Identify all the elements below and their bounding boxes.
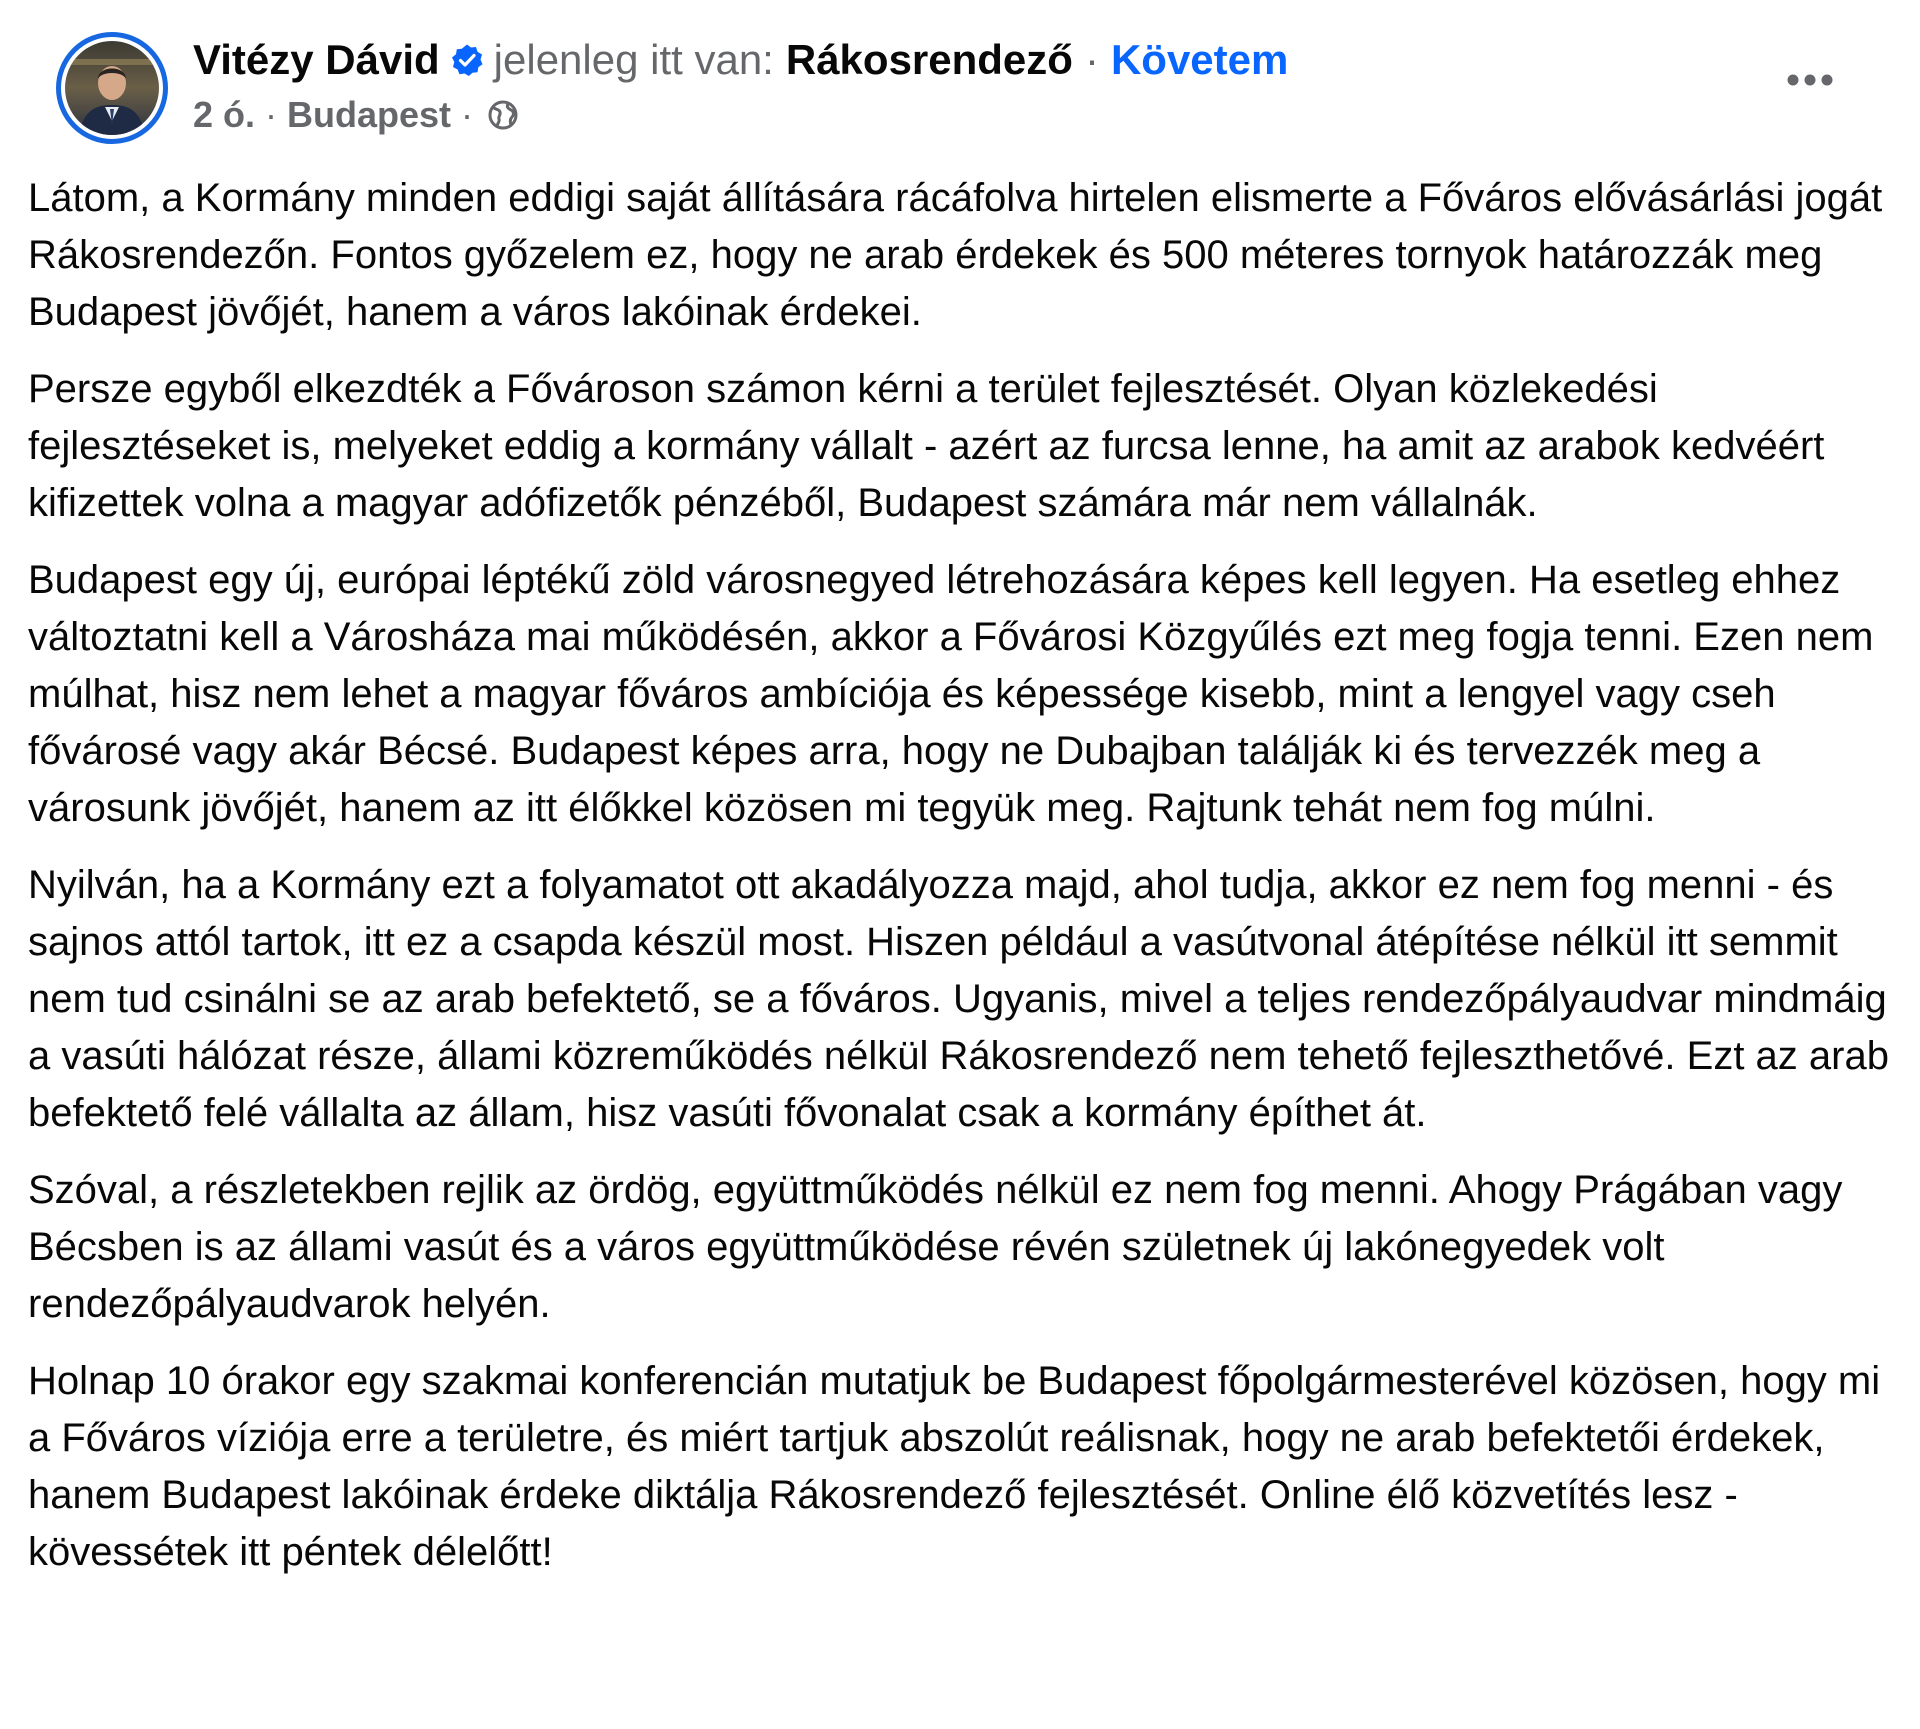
post-header xyxy=(28,0,1892,160)
author-name[interactable]: Vitézy Dávid xyxy=(193,36,440,83)
post-place[interactable]: Budapest xyxy=(287,94,452,135)
header-line-two xyxy=(193,92,1288,138)
checkin-text: jelenleg itt van: xyxy=(493,36,774,83)
post-body xyxy=(28,170,1908,1601)
post-header-text xyxy=(193,34,1288,138)
post-paragraph: Nyilván, ha a Kormány ezt a folyamatot ott akadályozza majd, ahol tudja, akkor ez nem fog menni - és sajnos attól tartok, itt ez a csapda készül most. Hiszen például a vasútvonal átépítése nélkül itt semmit nem tud csinálni se az arab befektető, se a főváros. Ugyanis, mivel a teljes rendezőpályaudvar mindmáig a vasúti hálózat része, állami közreműködés nélkül Rákosrendező nem tehető fejleszthetővé. Ezt az arab befektető felé vállalta az állam, hisz vasúti fővonalat csak a kormány építhet át. xyxy=(28,863,1889,1135)
header-line-one xyxy=(193,34,1288,86)
separator-dot: · xyxy=(461,94,474,135)
post-time[interactable]: 2 ó. xyxy=(193,94,256,135)
more-options-button[interactable] xyxy=(1780,60,1840,100)
globe-icon[interactable] xyxy=(487,99,519,131)
avatar-photo xyxy=(65,41,159,135)
post-paragraph: Szóval, a részletekben rejlik az ördög, együttműködés nélkül ez nem fog menni. Ahogy Prágában vagy Bécsben is az állami vasút és a város együttműködése révén születnek új lakónegyedek volt rendezőpályaudvarok helyén. xyxy=(28,1168,1843,1326)
location-link[interactable]: Rákosrendező xyxy=(785,36,1073,83)
avatar[interactable] xyxy=(56,32,168,144)
more-options-icon xyxy=(1785,73,1835,87)
separator-dot: · xyxy=(265,94,278,135)
post-paragraph: Budapest egy új, európai léptékű zöld városnegyed létrehozására képes kell legyen. Ha esetleg ehhez változtatni kell a Városháza mai működésén, akkor a Fővárosi Közgyűlés ezt meg fogja tenni. Ezen nem múlhat, hisz nem lehet a magyar főváros ambíciója és képessége kisebb, mint a lengyel vagy cseh fővárosé vagy akár Bécsé. Budapest képes arra, hogy ne Dubajban találják ki és tervezzék meg a városunk jövőjét, hanem az itt élőkkel közösen mi tegyük meg. Rajtunk tehát nem fog múlni. xyxy=(28,558,1874,830)
follow-button[interactable]: Követem xyxy=(1110,36,1289,83)
verified-badge-icon xyxy=(450,43,484,77)
separator-dot: · xyxy=(1084,36,1099,83)
post-paragraph: Holnap 10 órakor egy szakmai konferencián mutatjuk be Budapest főpolgármesterével közösen, hogy mi a Főváros víziója erre a területre, és miért tartjuk abszolút reálisnak, hogy ne arab befektetői érdekek, hanem Budapest lakóinak érdeke diktálja Rákosrendező fejlesztését. Online élő közvetítés lesz - kövessétek itt péntek délelőtt! xyxy=(28,1359,1881,1574)
post-paragraph: Persze egyből elkezdték a Fővároson számon kérni a terület fejlesztését. Olyan közlekedési fejlesztéseket is, melyeket eddig a kormány vállalt - azért az furcsa lenne, ha amit az arabok kedvéért kifizettek volna a magyar adófizetők pénzéből, Budapest számára már nem vállalnák. xyxy=(28,367,1825,525)
post-paragraph: Látom, a Kormány minden eddigi saját állítására rácáfolva hirtelen elismerte a Főváros elővásárlási jogát Rákosrendezőn. Fontos győzelem ez, hogy ne arab érdekek és 500 méteres tornyok határozzák meg Budapest jövőjét, hanem a város lakóinak érdekei. xyxy=(28,176,1883,334)
